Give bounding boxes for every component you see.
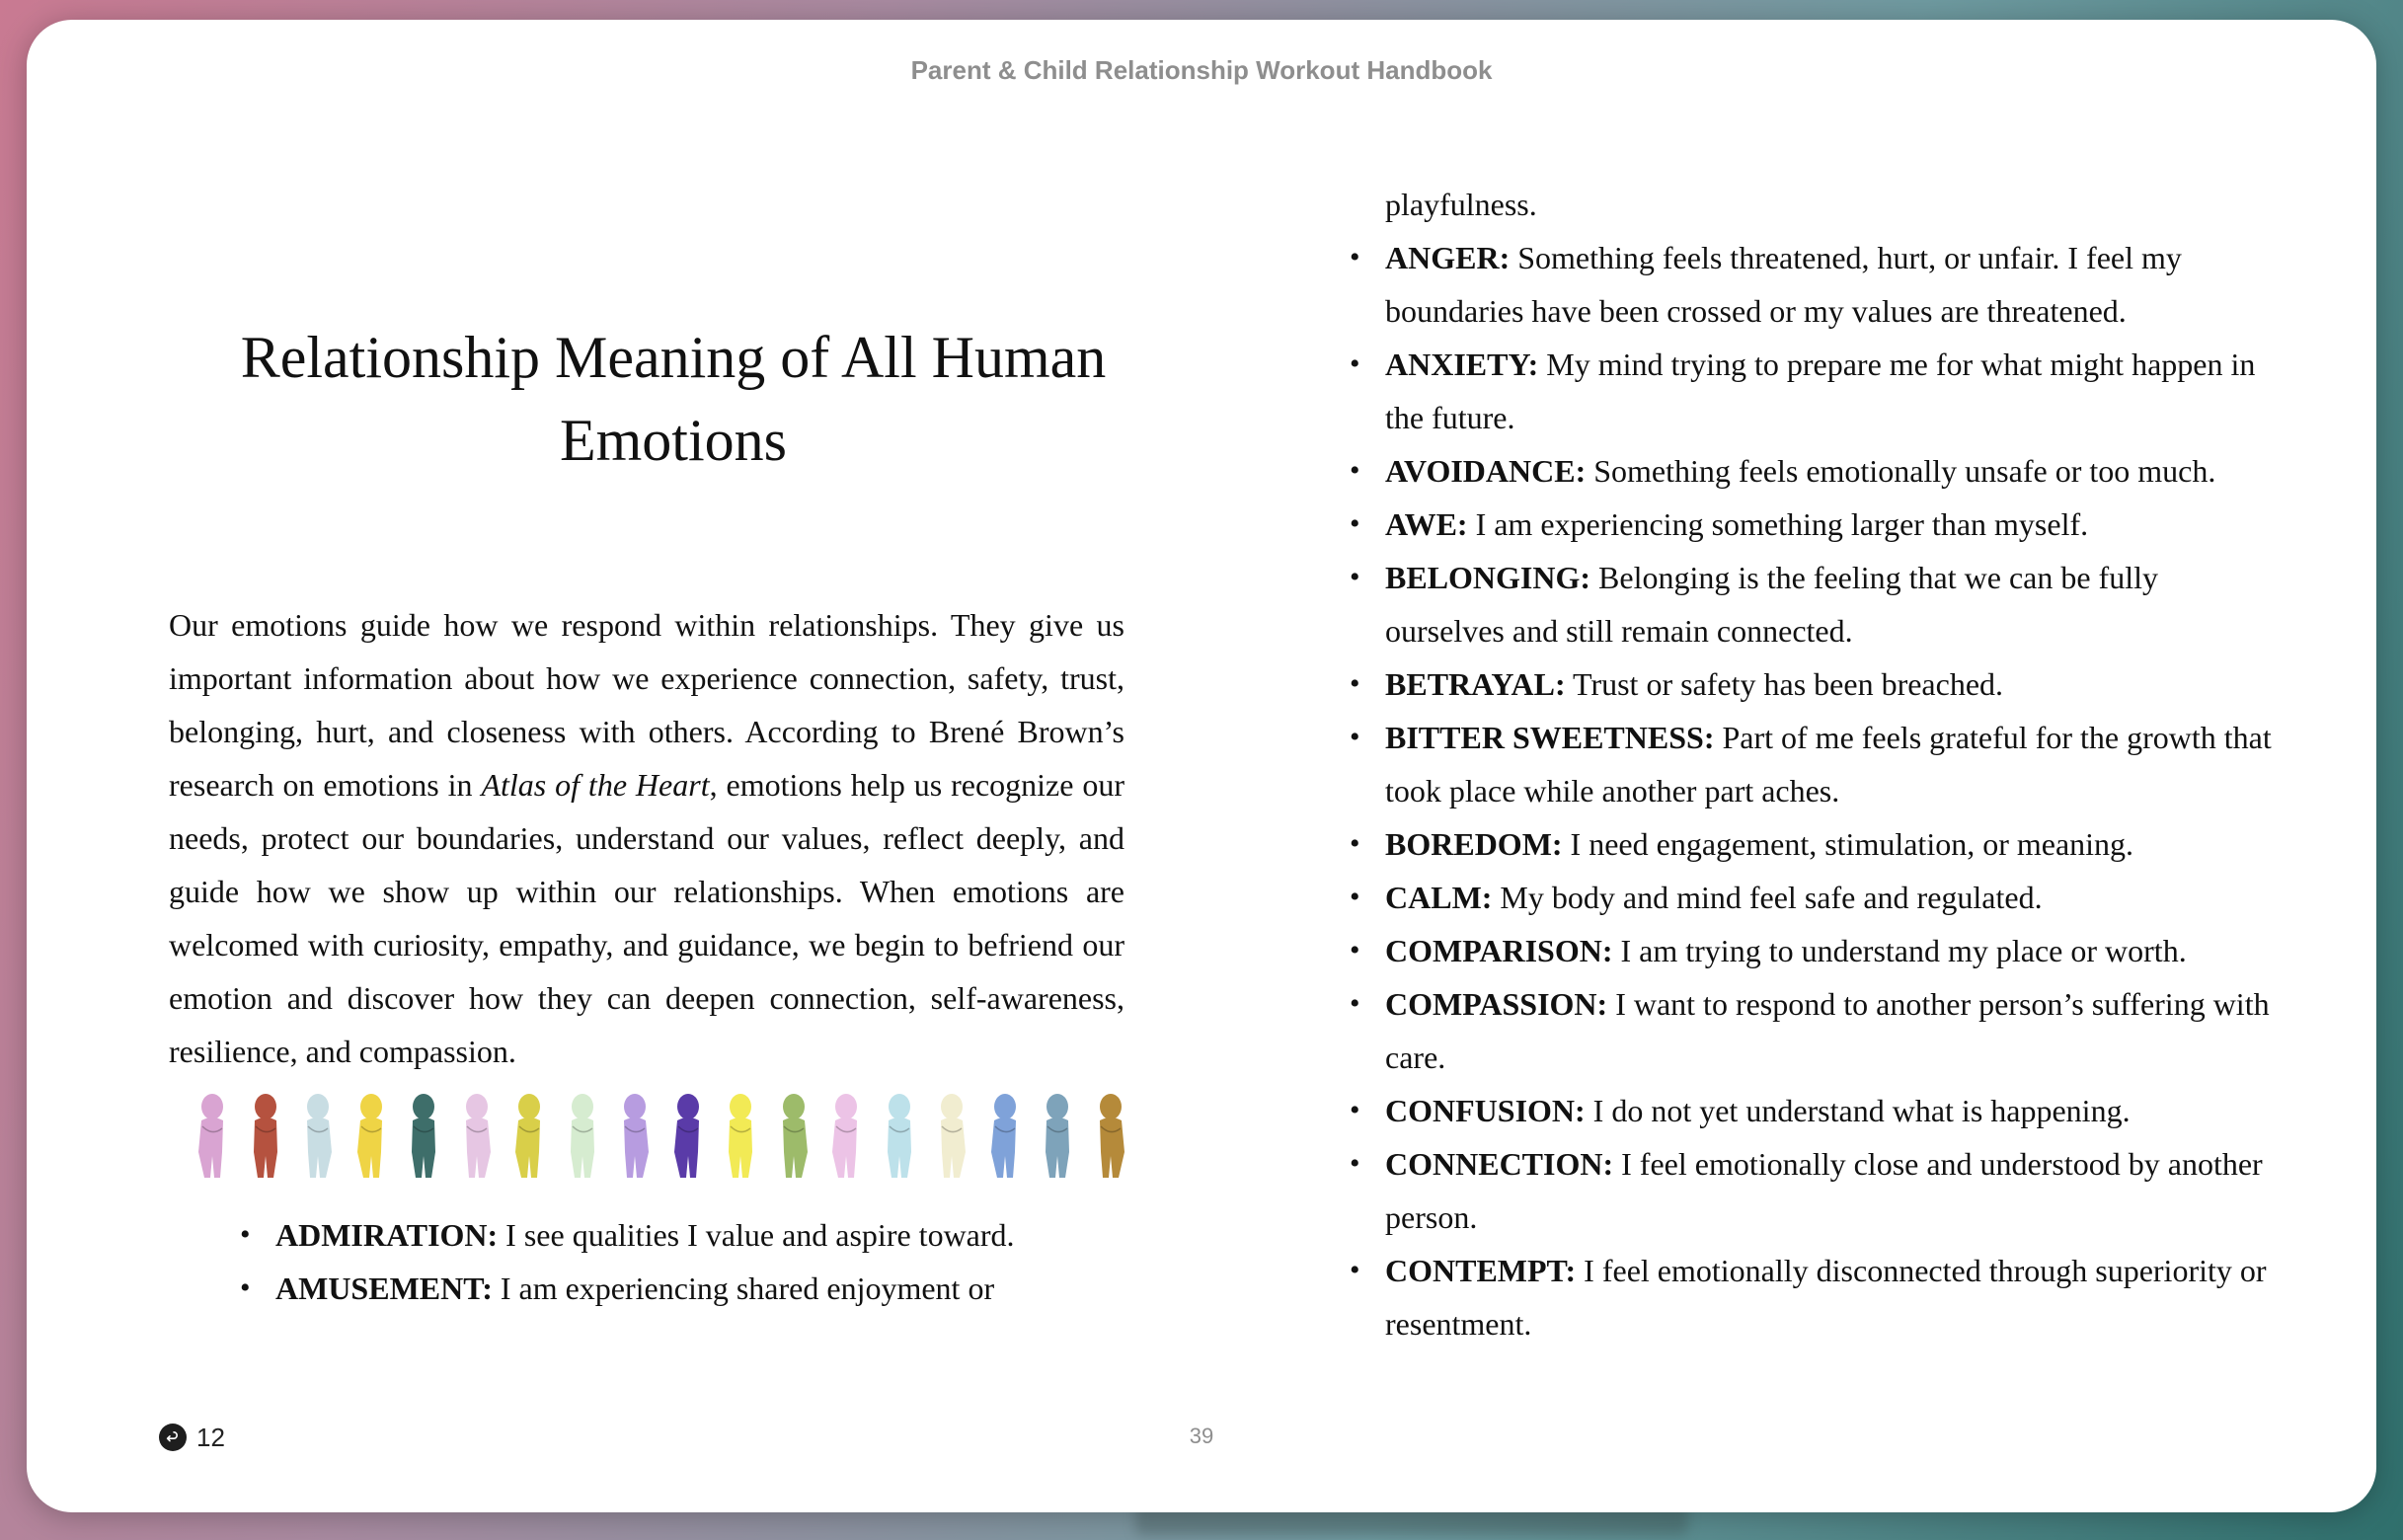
- back-button[interactable]: [159, 1420, 225, 1455]
- book-reader-window: [27, 20, 2376, 1512]
- emotion-item: [1385, 817, 2274, 871]
- emotion-term: COMPASSION:: [1385, 986, 1608, 1022]
- emotion-term: AVOIDANCE:: [1385, 453, 1587, 489]
- emotion-item: [1385, 977, 2274, 1084]
- emotion-item: [1385, 444, 2274, 498]
- emotion-description: Trust or safety has been breached.: [1565, 666, 2004, 702]
- emotion-description: I do not yet understand what is happening.: [1585, 1093, 2131, 1128]
- emotion-figure: [404, 1091, 443, 1180]
- emotion-list-right: [1385, 178, 2274, 1350]
- emotion-description: I am experiencing shared enjoyment or: [492, 1270, 995, 1306]
- emotion-item: [1385, 871, 2274, 924]
- emotion-figures-illustration: [193, 1086, 1130, 1180]
- emotion-figure: [985, 1091, 1025, 1180]
- chapter-title: Relationship Meaning of All Human Emotions: [240, 325, 1107, 474]
- emotion-figure: [457, 1091, 497, 1180]
- emotion-item: [1385, 711, 2274, 817]
- emotion-term: BETRAYAL:: [1385, 666, 1566, 702]
- emotion-description: Something feels threatened, hurt, or unfair. I feel my boundaries have been crossed or my values are threatened.: [1385, 240, 2182, 329]
- emotion-description: My body and mind feel safe and regulated.: [1492, 880, 2043, 915]
- emotion-item: [1385, 657, 2274, 711]
- emotion-figure: [1091, 1091, 1130, 1180]
- return-arrow-icon: [159, 1424, 187, 1451]
- emotion-figure: [298, 1091, 338, 1180]
- emotion-figure: [615, 1091, 655, 1180]
- intro-text-end: , emotions help us recognize our needs, protect our boundaries, understand our values, reflect deeply, and guide how we show up within our relationships. When emotions are welcomed with curiosity, empathy, and guidance, we begin to befriend our emotion and discover how they can deepen connection, self-awareness, resilience, and compassion.: [169, 767, 1125, 1069]
- emotion-term: CONNECTION:: [1385, 1146, 1614, 1182]
- emotion-figure: [774, 1091, 814, 1180]
- emotion-term: AMUSEMENT:: [275, 1270, 493, 1306]
- emotion-item: [1385, 1137, 2274, 1244]
- emotion-item: [1385, 1084, 2274, 1137]
- page-number: 39: [1189, 1424, 1214, 1448]
- emotion-item: [1385, 498, 2274, 551]
- emotion-description: I am trying to understand my place or worth.: [1612, 933, 2187, 968]
- emotion-description: I see qualities I value and aspire toward.: [498, 1217, 1015, 1253]
- emotion-figure: [563, 1091, 602, 1180]
- emotion-description: I feel emotionally close and understood by another person.: [1385, 1146, 2263, 1235]
- emotion-term: BITTER SWEETNESS:: [1385, 720, 1715, 755]
- emotion-item: [275, 1208, 1124, 1262]
- emotion-term: AWE:: [1385, 506, 1468, 542]
- emotion-figure: [351, 1091, 391, 1180]
- emotion-figure: [880, 1091, 919, 1180]
- list-continuation: playfulness.: [1385, 187, 1537, 222]
- emotion-item: [1385, 338, 2274, 444]
- emotion-item: [1385, 231, 2274, 338]
- intro-paragraph: [169, 598, 1124, 1078]
- emotion-description: Belonging is the feeling that we can be fully ourselves and still remain connected.: [1385, 560, 2158, 649]
- intro-text-start: Our emotions guide how we respond within relationships. They give us important information about how we experience connection, safety, trust, belonging, hurt, and closeness with others. According to Brené Brown’s research on emotions in: [169, 607, 1124, 803]
- emotion-figure: [509, 1091, 549, 1180]
- emotion-term: CONFUSION:: [1385, 1093, 1586, 1128]
- emotion-term: CONTEMPT:: [1385, 1253, 1577, 1288]
- emotion-term: BELONGING:: [1385, 560, 1591, 595]
- emotion-description: I want to respond to another person’s suffering with care.: [1385, 986, 2270, 1075]
- emotion-description: Something feels emotionally unsafe or too much.: [1586, 453, 2216, 489]
- emotion-item: [1385, 924, 2274, 977]
- emotion-term: CALM:: [1385, 880, 1493, 915]
- emotion-figure: [246, 1091, 285, 1180]
- emotion-item: [1385, 551, 2274, 657]
- emotion-term: BOREDOM:: [1385, 826, 1563, 862]
- book-title: Parent & Child Relationship Workout Handbook: [910, 55, 1493, 85]
- emotion-description: I need engagement, stimulation, or meaning.: [1562, 826, 2134, 862]
- book-reference: Atlas of the Heart: [481, 767, 710, 803]
- emotion-figure: [668, 1091, 708, 1180]
- emotion-description: I am experiencing something larger than myself.: [1467, 506, 2089, 542]
- back-count: 12: [196, 1422, 225, 1452]
- emotion-term: ANGER:: [1385, 240, 1511, 275]
- emotion-description: Part of me feels grateful for the growth that took place while another part aches.: [1385, 720, 2272, 808]
- emotion-figure: [932, 1091, 971, 1180]
- emotion-term: ADMIRATION:: [275, 1217, 499, 1253]
- emotion-figure: [721, 1091, 760, 1180]
- emotion-description: My mind trying to prepare me for what might happen in the future.: [1385, 346, 2256, 435]
- emotion-term: COMPARISON:: [1385, 933, 1613, 968]
- emotion-description: I feel emotionally disconnected through superiority or resentment.: [1385, 1253, 2267, 1342]
- emotion-figure: [1038, 1091, 1077, 1180]
- emotion-list-left: [275, 1208, 1124, 1315]
- emotion-figure: [193, 1091, 232, 1180]
- emotion-term: ANXIETY:: [1385, 346, 1539, 382]
- emotion-item: [1385, 1244, 2274, 1350]
- emotion-figure: [826, 1091, 866, 1180]
- emotion-item: [275, 1262, 1124, 1315]
